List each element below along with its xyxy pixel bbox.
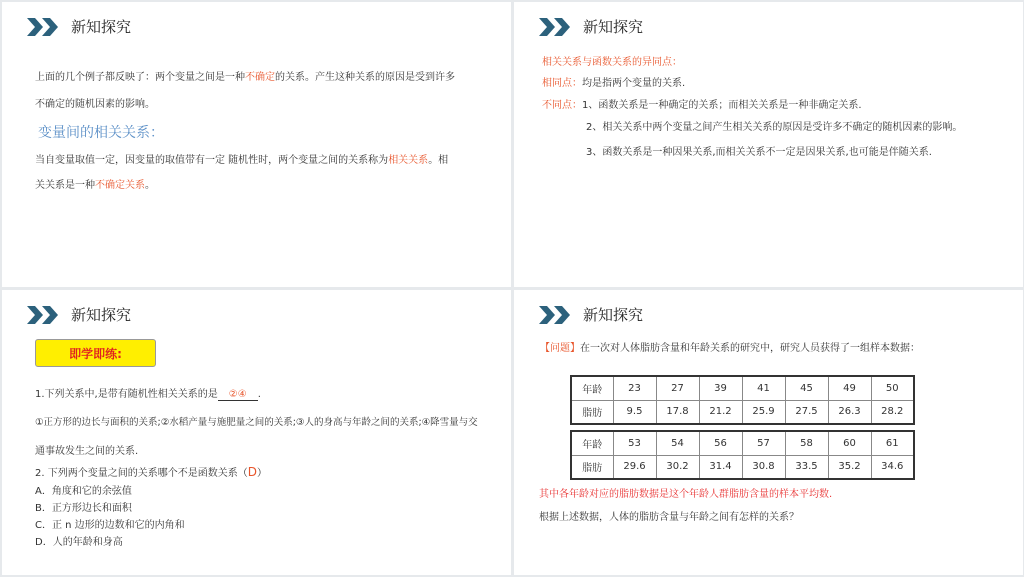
diff-point: 2、相关关系中两个变量之间产生相关关系的原因是受许多不确定的随机因素的影响。 <box>586 122 963 133</box>
table-cell: 60 <box>828 431 871 455</box>
table-cell: 年龄 <box>571 376 613 400</box>
text-span: D <box>247 465 257 479</box>
table-cell: 30.2 <box>656 455 699 479</box>
table-cell: 30.8 <box>742 455 785 479</box>
table-cell: 49 <box>828 376 871 400</box>
table-cell: 28.2 <box>871 400 914 424</box>
question-2 <box>35 464 267 479</box>
scroll-banner <box>35 335 156 369</box>
table-row <box>571 376 914 400</box>
double-chevron-icon <box>27 18 61 36</box>
text-span: ） <box>256 468 267 479</box>
paragraph <box>35 68 455 83</box>
text-span: 不确定 <box>245 72 275 83</box>
table-cell: 50 <box>871 376 914 400</box>
slide-header <box>27 16 131 37</box>
question-1 <box>35 385 261 401</box>
note: 其中各年龄对应的脂肪数据是这个年龄人群脂肪含量的样本平均数. <box>539 489 833 500</box>
table-cell: 39 <box>699 376 742 400</box>
text-span: 。相 <box>428 155 449 166</box>
table-cell: 23 <box>613 376 656 400</box>
option-d: D．人的年龄和身高 <box>35 537 123 548</box>
slide-4 <box>514 290 1023 575</box>
slide-header <box>539 16 643 37</box>
table-cell: 脂肪 <box>571 455 613 479</box>
table-cell: 58 <box>785 431 828 455</box>
section-heading: 相关关系与函数关系的异同点： <box>542 57 682 68</box>
table-cell: 33.5 <box>785 455 828 479</box>
table-cell: 脂肪 <box>571 400 613 424</box>
table-cell: 53 <box>613 431 656 455</box>
question-1-options: ①正方形的边长与面积的关系;②水稻产量与施肥量之间的关系;③人的身高与年龄之间的关系;④降雪量与交 <box>35 417 478 428</box>
table-row <box>571 455 914 479</box>
text-span: 【问题】 <box>540 343 580 354</box>
text-span: 的关系。产生这种关系的原因是受到许多 <box>275 72 455 83</box>
text-span: 不同点： <box>542 100 582 111</box>
table-cell: 21.2 <box>699 400 742 424</box>
double-chevron-icon <box>27 306 61 324</box>
text-span: 1.下列关系中,是带有随机性相关关系的是 <box>35 389 218 400</box>
same-point <box>542 74 685 89</box>
text-span: 。 <box>145 180 155 191</box>
table-cell: 54 <box>656 431 699 455</box>
table-cell: 29.6 <box>613 455 656 479</box>
option-a: A．角度和它的余弦值 <box>35 486 132 497</box>
text-span: 上面的几个例子都反映了：两个变量之间是一种 <box>35 72 245 83</box>
slide-2 <box>514 2 1023 287</box>
paragraph <box>35 151 448 166</box>
table-cell: 27.5 <box>785 400 828 424</box>
slide-title: 新知探究 <box>71 306 132 324</box>
section-heading: 变量间的相关关系： <box>38 125 164 141</box>
slide-header <box>539 304 643 325</box>
table-cell: 31.4 <box>699 455 742 479</box>
table-cell: 57 <box>742 431 785 455</box>
data-table-2 <box>570 430 915 480</box>
question <box>540 339 920 354</box>
table-row <box>571 400 914 424</box>
text-span: 关关系是一种 <box>35 180 95 191</box>
text-span: ②④ <box>218 389 258 401</box>
ask: 根据上述数据，人体的脂肪含量与年龄之间有怎样的关系？ <box>539 512 799 523</box>
table-cell: 27 <box>656 376 699 400</box>
table-cell: 41 <box>742 376 785 400</box>
text-span: 均是指两个变量的关系. <box>582 78 686 89</box>
text-span: . <box>257 389 261 400</box>
question-1-options: 通事故发生之间的关系. <box>35 446 139 457</box>
table-row <box>571 431 914 455</box>
banner-text: 即学即练: <box>69 347 122 361</box>
text-span: 在一次对人体脂肪含量和年龄关系的研究中，研究人员获得了一组样本数据： <box>580 343 920 354</box>
paragraph: 不确定的随机因素的影响。 <box>35 99 155 110</box>
data-table-1 <box>570 375 915 425</box>
text-span: 相同点： <box>542 78 582 89</box>
table-cell: 56 <box>699 431 742 455</box>
text-span: 相关关系 <box>388 155 429 166</box>
table-cell: 34.6 <box>871 455 914 479</box>
text-span: 2. 下列两个变量之间的关系哪个不是函数关系（ <box>35 468 248 479</box>
table-cell: 17.8 <box>656 400 699 424</box>
slide-title: 新知探究 <box>583 18 644 36</box>
table-cell: 35.2 <box>828 455 871 479</box>
paragraph <box>35 176 155 191</box>
table-cell: 9.5 <box>613 400 656 424</box>
option-b: B．正方形边长和面积 <box>35 503 132 514</box>
double-chevron-icon <box>539 18 573 36</box>
slide-header <box>27 304 131 325</box>
double-chevron-icon <box>539 306 573 324</box>
table-cell: 61 <box>871 431 914 455</box>
diff-point: 3、函数关系是一种因果关系,而相关关系不一定是因果关系,也可能是伴随关系. <box>586 147 932 158</box>
slide-title: 新知探究 <box>71 18 132 36</box>
text-span: 1、函数关系是一种确定的关系；而相关关系是一种非确定关系. <box>582 100 862 111</box>
slide-1 <box>2 2 511 287</box>
table-cell: 25.9 <box>742 400 785 424</box>
table-cell: 26.3 <box>828 400 871 424</box>
table-cell: 年龄 <box>571 431 613 455</box>
slide-3 <box>2 290 511 575</box>
diff-point <box>542 96 862 111</box>
option-c: C．正 n 边形的边数和它的内角和 <box>35 520 185 531</box>
text-span: 当自变量取值一定，因变量的取值带有一定 随机性时，两个变量之间的关系称为 <box>35 155 389 166</box>
slide-title: 新知探究 <box>583 306 644 324</box>
text-span: 不确定关系 <box>95 180 145 191</box>
table-cell: 45 <box>785 376 828 400</box>
